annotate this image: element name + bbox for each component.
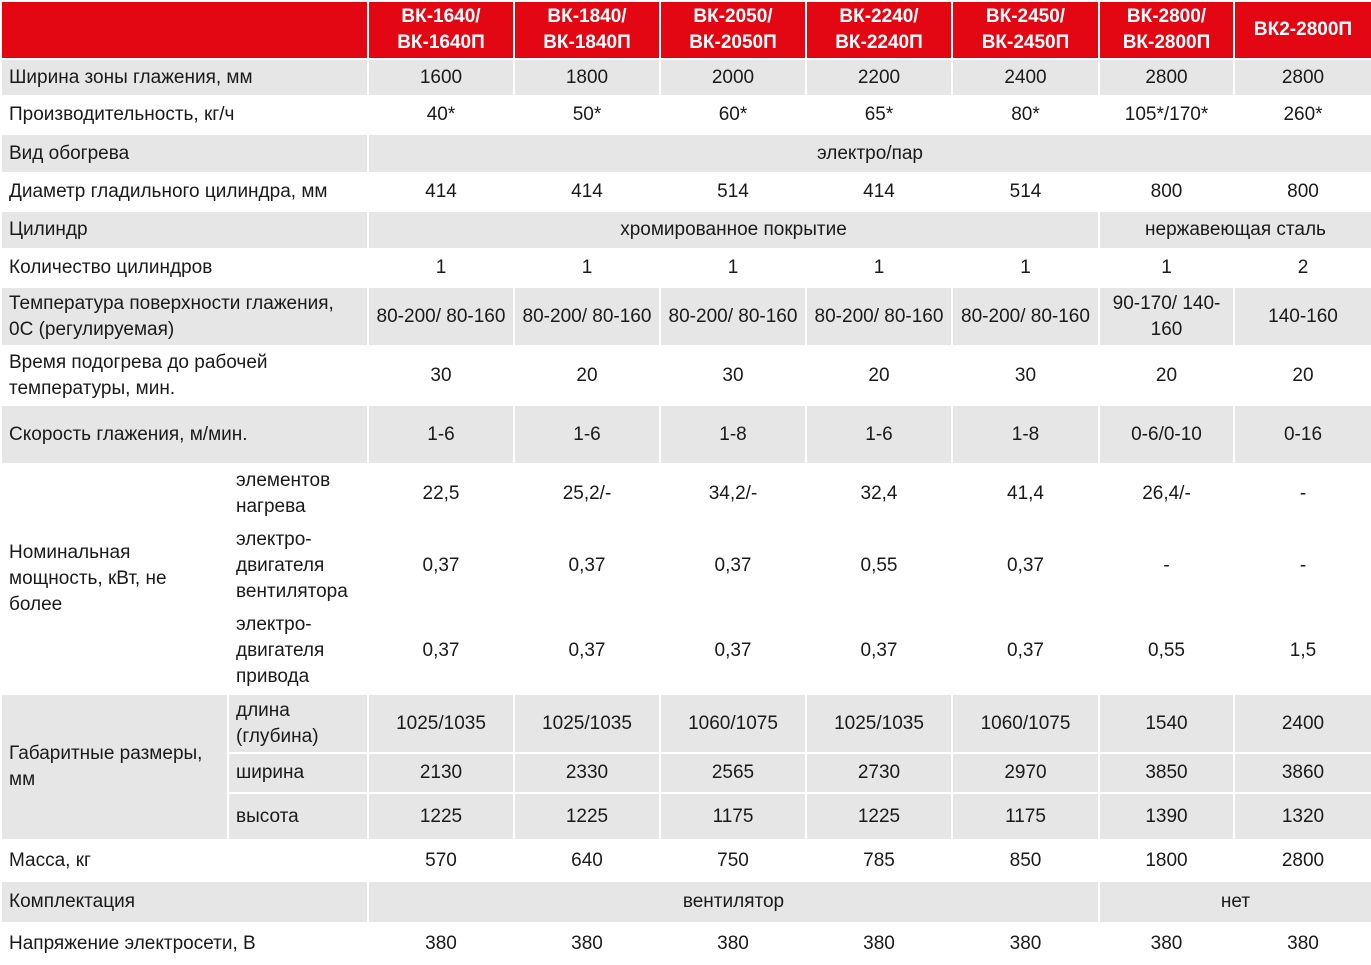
- cell-value: 2400: [952, 59, 1099, 96]
- row-label: Время подогрева до рабочей температуры, мин.: [1, 346, 368, 405]
- table-row: [1, 464, 1371, 523]
- cell-value: 0,37: [660, 523, 806, 608]
- table-row: [1, 346, 1371, 405]
- sub-label: электро- двигателя вентилятора: [228, 523, 368, 608]
- cell-value: 1540: [1099, 694, 1234, 753]
- cell-value: 65*: [806, 96, 952, 134]
- cell-value: 800: [1234, 173, 1371, 211]
- cell-value: 20: [1099, 346, 1234, 405]
- cell-value: 1-6: [514, 405, 660, 464]
- row-label: Диаметр гладильного цилиндра, мм: [1, 173, 368, 211]
- table-row: [1, 211, 1371, 249]
- cell-value: 1: [1099, 249, 1234, 287]
- cell-value: 750: [660, 840, 806, 881]
- cell-value: 514: [660, 173, 806, 211]
- header-row: [1, 1, 1371, 59]
- cell-value: 20: [514, 346, 660, 405]
- cell-value: 380: [514, 923, 660, 964]
- cell-value: 60*: [660, 96, 806, 134]
- cell-value: 380: [368, 923, 514, 964]
- cell-value: 2330: [514, 753, 660, 793]
- table-row: [1, 287, 1371, 346]
- cell-value: 30: [660, 346, 806, 405]
- cell-value: 0,37: [368, 608, 514, 694]
- cell-value: 0,55: [806, 523, 952, 608]
- cell-value: 26,4/-: [1099, 464, 1234, 523]
- row-label: Ширина зоны глажения, мм: [1, 59, 368, 96]
- cell-value: 1,5: [1234, 608, 1371, 694]
- cell-value: 1: [514, 249, 660, 287]
- cell-value: 80-200/ 80-160: [660, 287, 806, 346]
- cell-value: 30: [368, 346, 514, 405]
- sub-label: ширина: [228, 753, 368, 793]
- cell-value: 1: [952, 249, 1099, 287]
- sub-label: электро- двигателя привода: [228, 608, 368, 694]
- cell-value: 640: [514, 840, 660, 881]
- table-row: [1, 405, 1371, 464]
- cell-value: 1-8: [952, 405, 1099, 464]
- cell-value: 850: [952, 840, 1099, 881]
- group-label: Габаритные размеры, мм: [1, 694, 228, 840]
- cell-value: 2000: [660, 59, 806, 96]
- cell-value: 140-160: [1234, 287, 1371, 346]
- cell-value: вентилятор: [368, 881, 1099, 923]
- cell-value: 2970: [952, 753, 1099, 793]
- cell-value: 40*: [368, 96, 514, 134]
- cell-value: 1390: [1099, 793, 1234, 840]
- cell-value: 30: [952, 346, 1099, 405]
- cell-value: 0-6/0-10: [1099, 405, 1234, 464]
- cell-value: 0,37: [514, 523, 660, 608]
- cell-value: 32,4: [806, 464, 952, 523]
- cell-value: 3860: [1234, 753, 1371, 793]
- cell-value: нержавеющая сталь: [1099, 211, 1371, 249]
- cell-value: 0,37: [514, 608, 660, 694]
- cell-value: -: [1099, 523, 1234, 608]
- cell-value: 570: [368, 840, 514, 881]
- cell-value: 20: [1234, 346, 1371, 405]
- cell-value: 514: [952, 173, 1099, 211]
- model-header: ВК-2240/ ВК-2240П: [806, 1, 952, 59]
- cell-value: 34,2/-: [660, 464, 806, 523]
- sub-label: элементов нагрева: [228, 464, 368, 523]
- table-row: [1, 59, 1371, 96]
- model-header: ВК2-2800П: [1234, 1, 1371, 59]
- header-corner: [1, 1, 368, 59]
- cell-value: 22,5: [368, 464, 514, 523]
- cell-value: 20: [806, 346, 952, 405]
- cell-value: 1175: [660, 793, 806, 840]
- group-label: Номинальная мощность, кВт, не более: [1, 464, 228, 694]
- row-label: Вид обогрева: [1, 134, 368, 173]
- cell-value: 80*: [952, 96, 1099, 134]
- cell-value: 25,2/-: [514, 464, 660, 523]
- cell-value: 80-200/ 80-160: [806, 287, 952, 346]
- cell-value: 1-8: [660, 405, 806, 464]
- cell-value: 0,55: [1099, 608, 1234, 694]
- cell-value: 785: [806, 840, 952, 881]
- model-header: ВК-1640/ ВК-1640П: [368, 1, 514, 59]
- model-header: ВК-2050/ ВК-2050П: [660, 1, 806, 59]
- row-label: Производительность, кг/ч: [1, 96, 368, 134]
- cell-value: 1600: [368, 59, 514, 96]
- cell-value: 1800: [1099, 840, 1234, 881]
- cell-value: 2800: [1234, 59, 1371, 96]
- cell-value: 2565: [660, 753, 806, 793]
- sub-label: длина (глубина): [228, 694, 368, 753]
- cell-value: 2: [1234, 249, 1371, 287]
- cell-value: 414: [368, 173, 514, 211]
- cell-value: 2730: [806, 753, 952, 793]
- cell-value: 1225: [514, 793, 660, 840]
- cell-value: 1: [806, 249, 952, 287]
- cell-value: 414: [806, 173, 952, 211]
- cell-value: 2130: [368, 753, 514, 793]
- cell-value: 2800: [1099, 59, 1234, 96]
- cell-value: 260*: [1234, 96, 1371, 134]
- cell-value: 414: [514, 173, 660, 211]
- cell-value: 41,4: [952, 464, 1099, 523]
- cell-value: нет: [1099, 881, 1371, 923]
- cell-value: 0,37: [368, 523, 514, 608]
- table-row: [1, 694, 1371, 753]
- row-label: Комплектация: [1, 881, 368, 923]
- sub-label: высота: [228, 793, 368, 840]
- cell-value: 2800: [1234, 840, 1371, 881]
- cell-value: 0-16: [1234, 405, 1371, 464]
- cell-value: 380: [1234, 923, 1371, 964]
- row-label: Количество цилиндров: [1, 249, 368, 287]
- cell-value: 0,37: [660, 608, 806, 694]
- table-row: [1, 840, 1371, 881]
- cell-value: 80-200/ 80-160: [952, 287, 1099, 346]
- cell-value: 2200: [806, 59, 952, 96]
- cell-value: 1025/1035: [368, 694, 514, 753]
- cell-value: 2400: [1234, 694, 1371, 753]
- cell-value: 0,37: [952, 523, 1099, 608]
- cell-value: 1: [660, 249, 806, 287]
- cell-value: 1320: [1234, 793, 1371, 840]
- table-row: [1, 881, 1371, 923]
- cell-value: 0,37: [806, 608, 952, 694]
- table-row: [1, 249, 1371, 287]
- row-label: Масса, кг: [1, 840, 368, 881]
- model-header: ВК-1840/ ВК-1840П: [514, 1, 660, 59]
- cell-value: 105*/170*: [1099, 96, 1234, 134]
- table-row: [1, 173, 1371, 211]
- cell-value: 1025/1035: [514, 694, 660, 753]
- cell-value: 0,37: [952, 608, 1099, 694]
- cell-value: 50*: [514, 96, 660, 134]
- cell-value: 80-200/ 80-160: [368, 287, 514, 346]
- table-row: [1, 923, 1371, 964]
- row-label: Скорость глажения, м/мин.: [1, 405, 368, 464]
- cell-value: 1800: [514, 59, 660, 96]
- cell-value: 1225: [368, 793, 514, 840]
- cell-value: 1-6: [806, 405, 952, 464]
- row-label: Цилиндр: [1, 211, 368, 249]
- cell-value: -: [1234, 464, 1371, 523]
- cell-value: 380: [952, 923, 1099, 964]
- cell-value: 80-200/ 80-160: [514, 287, 660, 346]
- cell-value: 800: [1099, 173, 1234, 211]
- cell-value: 380: [806, 923, 952, 964]
- cell-value: 1175: [952, 793, 1099, 840]
- row-label: Напряжение электросети, В: [1, 923, 368, 964]
- row-label: Температура поверхности глажения, 0С (регулируемая): [1, 287, 368, 346]
- table-row: [1, 134, 1371, 173]
- cell-value: 90-170/ 140-160: [1099, 287, 1234, 346]
- cell-value: 1-6: [368, 405, 514, 464]
- cell-value: 380: [660, 923, 806, 964]
- cell-value: хромированное покрытие: [368, 211, 1099, 249]
- cell-value: 1: [368, 249, 514, 287]
- model-header: ВК-2800/ ВК-2800П: [1099, 1, 1234, 59]
- cell-value: 1060/1075: [660, 694, 806, 753]
- cell-value: 380: [1099, 923, 1234, 964]
- model-header: ВК-2450/ ВК-2450П: [952, 1, 1099, 59]
- cell-value: 3850: [1099, 753, 1234, 793]
- cell-value: электро/пар: [368, 134, 1371, 173]
- table-row: [1, 96, 1371, 134]
- cell-value: 1025/1035: [806, 694, 952, 753]
- cell-value: 1060/1075: [952, 694, 1099, 753]
- cell-value: 1225: [806, 793, 952, 840]
- cell-value: -: [1234, 523, 1371, 608]
